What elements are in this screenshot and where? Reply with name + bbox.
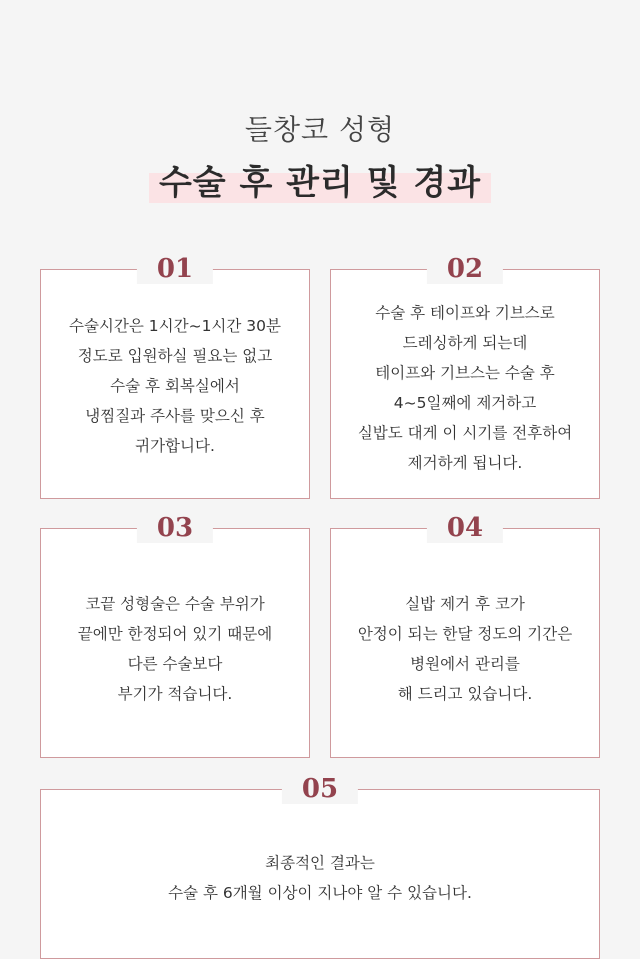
description-line: 4~5일째에 제거하고 (393, 394, 537, 412)
step-description (41, 589, 309, 709)
care-step-card-01 (40, 254, 310, 499)
page-subtitle: 들창코 성형 (244, 113, 396, 146)
step-number: 05 (282, 774, 358, 804)
description-line: 정도로 입원하실 필요는 없고 (77, 347, 273, 365)
description-line: 안정이 되는 한달 정도의 기간은 (357, 625, 573, 643)
description-line: 수술 후 회복실에서 (110, 377, 240, 395)
description-line: 테이프와 기브스는 수술 후 (375, 364, 555, 382)
description-line: 병원에서 관리를 (410, 655, 520, 673)
step-number: 03 (137, 513, 213, 543)
step-description (331, 589, 599, 709)
care-step-card-05 (40, 774, 600, 959)
care-step-card-02 (330, 254, 600, 499)
step-number: 04 (427, 513, 503, 543)
step-number: 02 (427, 254, 503, 284)
description-line: 해 드리고 있습니다. (397, 685, 533, 703)
step-number: 01 (137, 254, 213, 284)
description-line: 드레싱하게 되는데 (402, 334, 528, 352)
description-line: 끝에만 한정되어 있기 때문에 (77, 625, 273, 643)
description-line: 수술 후 6개월 이상이 지나야 알 수 있습니다. (168, 884, 472, 902)
description-line: 실밥 제거 후 코가 (405, 595, 525, 613)
description-line: 부기가 적습니다. (117, 685, 233, 703)
description-line: 수술 후 테이프와 기브스로 (375, 304, 555, 322)
step-description (41, 848, 599, 908)
description-line: 최종적인 결과는 (265, 854, 375, 872)
description-line: 실밥도 대게 이 시기를 전후하여 (357, 424, 573, 442)
description-line: 냉찜질과 주사를 맞으신 후 (85, 407, 265, 425)
step-description (41, 311, 309, 461)
description-line: 다른 수술보다 (127, 655, 223, 673)
care-step-card-03 (40, 513, 310, 758)
description-line: 제거하게 됩니다. (407, 454, 523, 472)
description-line: 귀가합니다. (135, 437, 215, 455)
description-line: 코끝 성형술은 수술 부위가 (85, 595, 265, 613)
page-title-wrap (0, 160, 640, 206)
page-title: 수술 후 관리 및 경과 (149, 160, 491, 206)
care-step-card-04 (330, 513, 600, 758)
description-line: 수술시간은 1시간~1시간 30분 (68, 317, 282, 335)
step-description (331, 298, 599, 478)
